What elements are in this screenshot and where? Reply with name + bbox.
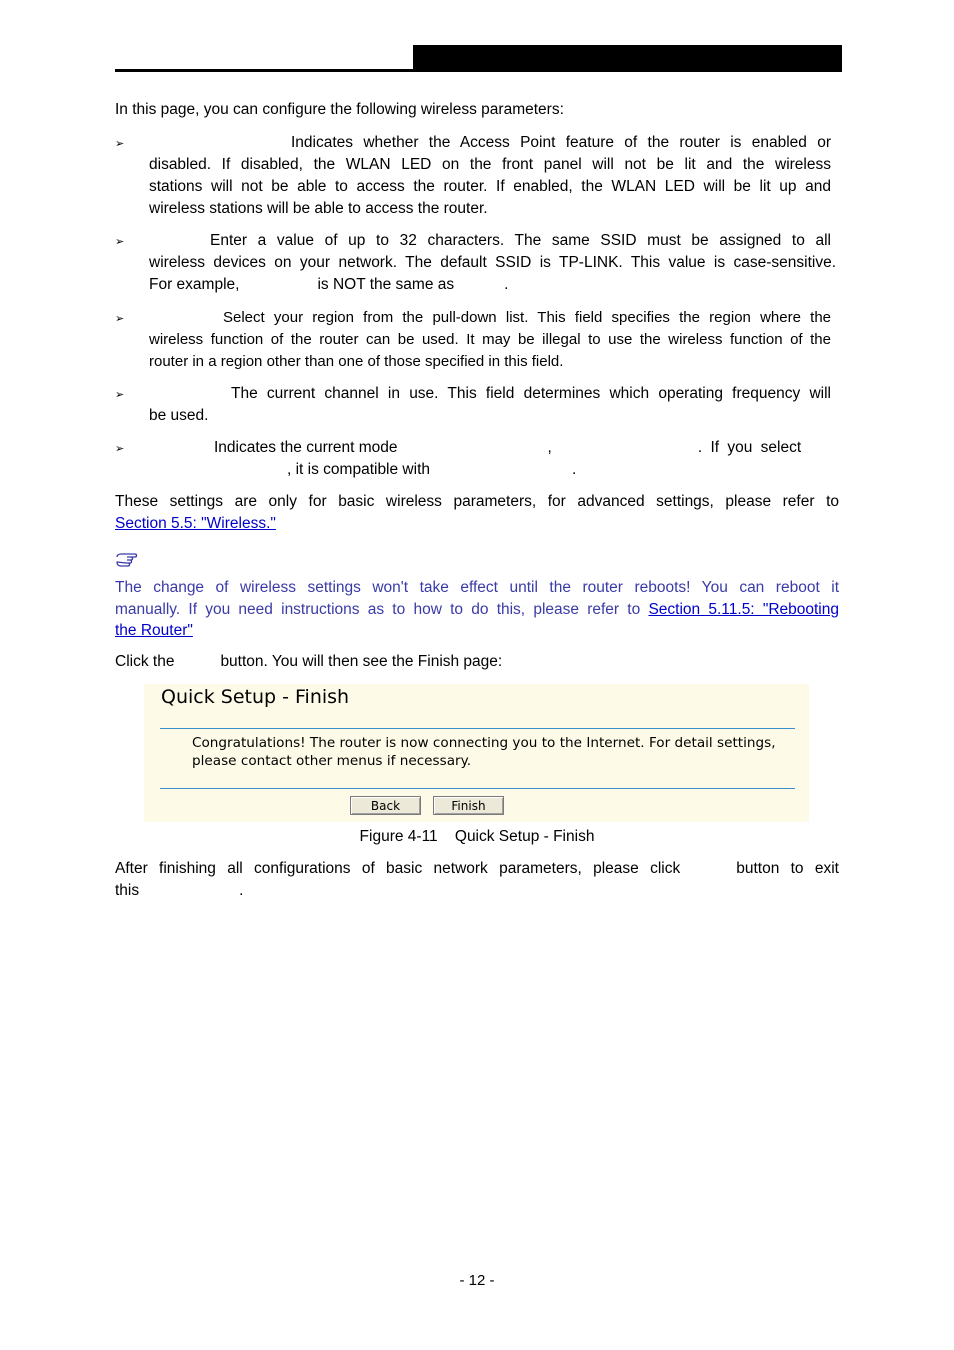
mode-text-d: , it is compatible with [287, 461, 430, 478]
ssid-example-b: is NOT the same as [317, 276, 455, 293]
after-text-d: . [239, 882, 244, 899]
header-rule [115, 69, 413, 72]
after-paragraph [115, 858, 839, 902]
mode-text-c: . If you select [697, 439, 802, 456]
after-line1 [115, 858, 839, 880]
pointing-hand-icon [115, 549, 143, 571]
figure-divider-top [160, 728, 795, 729]
item-region-line3: router in a region other than one of those specified in this field. [149, 353, 564, 370]
back-button[interactable]: Back [350, 796, 421, 815]
item-ssid [149, 230, 836, 296]
item-channel-line1: The current channel in use. This field determines which operating frequency will [231, 385, 831, 402]
header-bar [413, 45, 842, 72]
mode-text-e: . [572, 461, 577, 478]
item-radio [149, 132, 831, 220]
bullet-icon: ➢ [115, 236, 125, 248]
ssid-example-c: . [504, 276, 509, 293]
after-line2 [115, 880, 839, 902]
bullet-icon: ➢ [115, 313, 125, 325]
figure-message-line1: Congratulations! The router is now connecting you to the Internet. For detail settings, [192, 735, 776, 751]
rebooting-section-link-cont[interactable]: the Router" [115, 622, 193, 639]
item-radio-line1: Indicates whether the Access Point feature of the router is enabled or [291, 134, 831, 151]
rebooting-section-link[interactable]: Section 5.11.5: "Rebooting [648, 601, 839, 618]
click-text-a: Click the [115, 653, 175, 670]
figure-message-line2: please contact other menus if necessary. [192, 753, 472, 769]
quick-setup-finish-figure [144, 684, 809, 822]
page-number: - 12 - [459, 1272, 495, 1289]
note-paragraph [115, 577, 839, 641]
settings-text: These settings are only for basic wireless parameters, for advanced settings, please refer to [115, 493, 839, 510]
item-region-line2: wireless function of the router can be used. It may be illegal to use the wireless function of the [149, 331, 831, 348]
after-text-a: After finishing all configurations of basic network parameters, please click [115, 860, 681, 877]
item-radio-line3: stations will not be able to access the router. If enabled, the WLAN LED will be lit up and [149, 178, 831, 195]
figure-caption: Figure 4-11 Quick Setup - Finish [359, 828, 595, 845]
click-paragraph [115, 651, 502, 673]
figure-divider-bottom [160, 788, 795, 789]
click-text-b: button. You will then see the Finish page: [220, 653, 503, 670]
mode-text-a: Indicates the current mode [214, 439, 398, 456]
item-ssid-line1: Enter a value of up to 32 characters. The same SSID must be assigned to all [210, 232, 831, 249]
item-region-line1: Select your region from the pull-down list. This field specifies the region where the [223, 309, 831, 326]
after-text-c: this [115, 882, 140, 899]
intro-text: In this page, you can configure the following wireless parameters: [115, 101, 564, 118]
after-text-b: button to exit [736, 860, 839, 877]
item-radio-line2: disabled. If disabled, the WLAN LED on the front panel will not be lit and the wireless [149, 156, 831, 173]
note-text: manually. If you need instructions as to how to do this, please refer to [115, 601, 641, 618]
item-mode-line1 [149, 437, 831, 459]
item-ssid-line2: wireless devices on your network. The default SSID is TP-LINK. This value is case-sensitive. [149, 254, 836, 271]
item-mode-line2 [149, 459, 831, 481]
item-mode [149, 437, 831, 481]
ssid-example-a: For example, [149, 276, 240, 293]
item-region [149, 307, 831, 373]
item-channel [149, 383, 831, 427]
note-line2 [115, 599, 839, 621]
bullet-icon: ➢ [115, 443, 125, 455]
bullet-icon: ➢ [115, 389, 125, 401]
mode-text-b: , [547, 439, 552, 456]
item-ssid-line3 [149, 274, 836, 296]
item-radio-line4: wireless stations will be able to access the router. [149, 200, 488, 217]
settings-paragraph [115, 491, 839, 535]
note-line1: The change of wireless settings won't take effect until the router reboots! You can reboot it [115, 579, 839, 596]
figure-message [192, 734, 792, 770]
wireless-section-link[interactable]: Section 5.5: "Wireless." [115, 515, 276, 532]
finish-button[interactable]: Finish [433, 796, 504, 815]
figure-title: Quick Setup - Finish [161, 686, 350, 708]
item-channel-line2: be used. [149, 407, 209, 424]
bullet-icon: ➢ [115, 138, 125, 150]
